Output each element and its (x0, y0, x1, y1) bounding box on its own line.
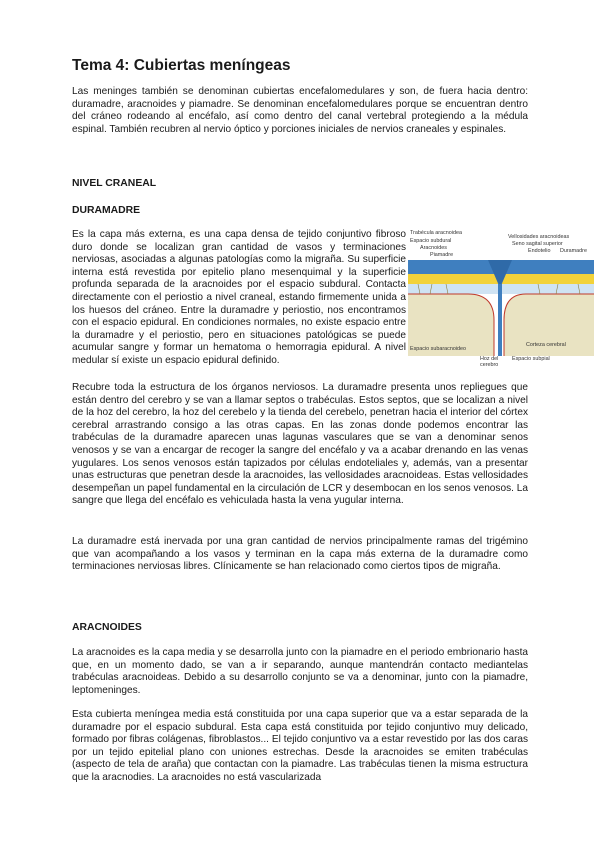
falx-cerebri (498, 284, 502, 356)
label-aracnoides: Aracnoides (420, 245, 447, 251)
duramadre-paragraph-2: Recubre toda la estructura de los órganos nerviosos. La duramadre presenta unos repliegues que están dentro del cerebro y se van a llamar septos o trabéculas. Estos septos, que se localizan a nivel de la hoz del cerebro, la hoz del cerebelo y la tienda del cerebelo, penetran hacia el interior del córtex cerebral arrastrando consigo a las otras capas. En las zonas donde podemos encontrar las trabéculas de la duramadre aparecen unas lagunas vasculares que se van a denominar senos venosos y se van a encargar de recoger la sangre del encéfalo y va a acabar drenando en las venas yugulares. Los senos venosos están tapizados por células endoteliales y, además, van a presentar unas estructuras que penetran desde la aracnoides, las vellosidades aracnoideas. Estas vellosidades desempeñan un papel fundamental en la circulación de LCR y desembocan en los senos venosos. La sangre que llega del encéfalo es vehiculada hasta la vena yugular interna. (72, 382, 528, 507)
label-corteza: Corteza cerebral (526, 342, 566, 348)
duramadre-paragraph-3: La duramadre está inervada por una gran cantidad de nervios principalmente ramas del trigémino que van acompañando a los vasos y terminan en la capa más externa de la duramadre como terminaciones nerviosas libres. Clínicamente se han relacionado como ciertos tipos de migraña. (72, 536, 528, 573)
meninges-figure (408, 228, 594, 368)
label-seno: Seno sagital superior (512, 241, 563, 247)
label-trabecula: Trabécula aracnoidea (410, 230, 462, 236)
aracnoides-heading: ARACNOIDES (72, 622, 142, 633)
meninges-diagram (408, 228, 594, 368)
label-duramadre: Duramadre (560, 248, 587, 254)
duramadre-heading: DURAMADRE (72, 205, 141, 216)
label-hoz-2: cerebro (480, 362, 499, 368)
aracnoides-paragraph-1: La aracnoides es la capa media y se desarrolla junto con la piamadre en el periodo embrionario hasta que, en un momento dado, se van a ir separando, aunque mantendrán contacto mediantelas trabéculas aracnoideas. Debido a su desarrollo conjunto se va a denominar, junto con la piamadre, leptomeninges. (72, 647, 528, 696)
section-heading: NIVEL CRANEAL (72, 178, 157, 189)
label-endotelio: Endotelio (528, 248, 551, 254)
label-vellosidades: Vellosidades aracnoideas (508, 234, 570, 240)
label-subpial: Espacio subpial (512, 356, 550, 362)
label-piamadre: Piamadre (430, 252, 454, 258)
aracnoides-paragraph-2: Esta cubierta meníngea media está constituida por una capa superior que va a estar separada de la duramadre por el espacio subdural. Esta capa está constituida por tejido conjuntivo muy delicado, formado por fibras colágenas, fibroblastos... El tejido conjuntivo va a estar revestido por las dos caras por un tejido epitelial plano con uniones estrechas. Desde la aracnoides se emiten trabéculas (aspecto de tela de araña) que contactan con la piamadre. Las trabéculas tienen la misma estructura que la aracnodies. La aracnoides no está vascularizada (72, 709, 528, 783)
label-subaracnoideo: Espacio subaracnoideo (410, 346, 467, 352)
page-title: Tema 4: Cubiertas meníngeas (72, 57, 291, 74)
label-hoz-1: Hoz del (480, 356, 499, 362)
duramadre-paragraph-1: Es la capa más externa, es una capa densa de tejido conjuntivo fibroso duro donde se localizan gran cantidad de vasos y terminaciones nerviosas, asociadas a algunas patologías como la migraña. Su superficie interna está revestida por epitelio plano mesenquimal y la superficie profunda separada de la aracnoides por el espacio subdural. Contacta directamente con el periostio a nivel craneal, estando firmemente unida a los huesos del cráneo. Entre la duramadre y periostio, nos encontramos con el espacio epidural. En condiciones normales, no existe espacio entre la duramadre y el periostio, pero en situaciones patológicas se puede acumular sangre y formar un hematoma o hemorragia epidural. A nivel medular sí existe un espacio epidural definido. (72, 229, 406, 366)
intro-paragraph: Las meninges también se denominan cubiertas encefalomedulares y son, de fuera hacia dentro: duramadre, aracnoides y piamadre. Se denominan encefalomedulares porque se encuentran dentro del cráneo rodeando al encéfalo, así como dentro del canal vertebral protegiendo a la médula espinal. También recubren al nervio óptico y porciones iniciales de nervios craneales y espinales. (72, 86, 528, 135)
label-subdural: Espacio subdural (410, 238, 452, 244)
